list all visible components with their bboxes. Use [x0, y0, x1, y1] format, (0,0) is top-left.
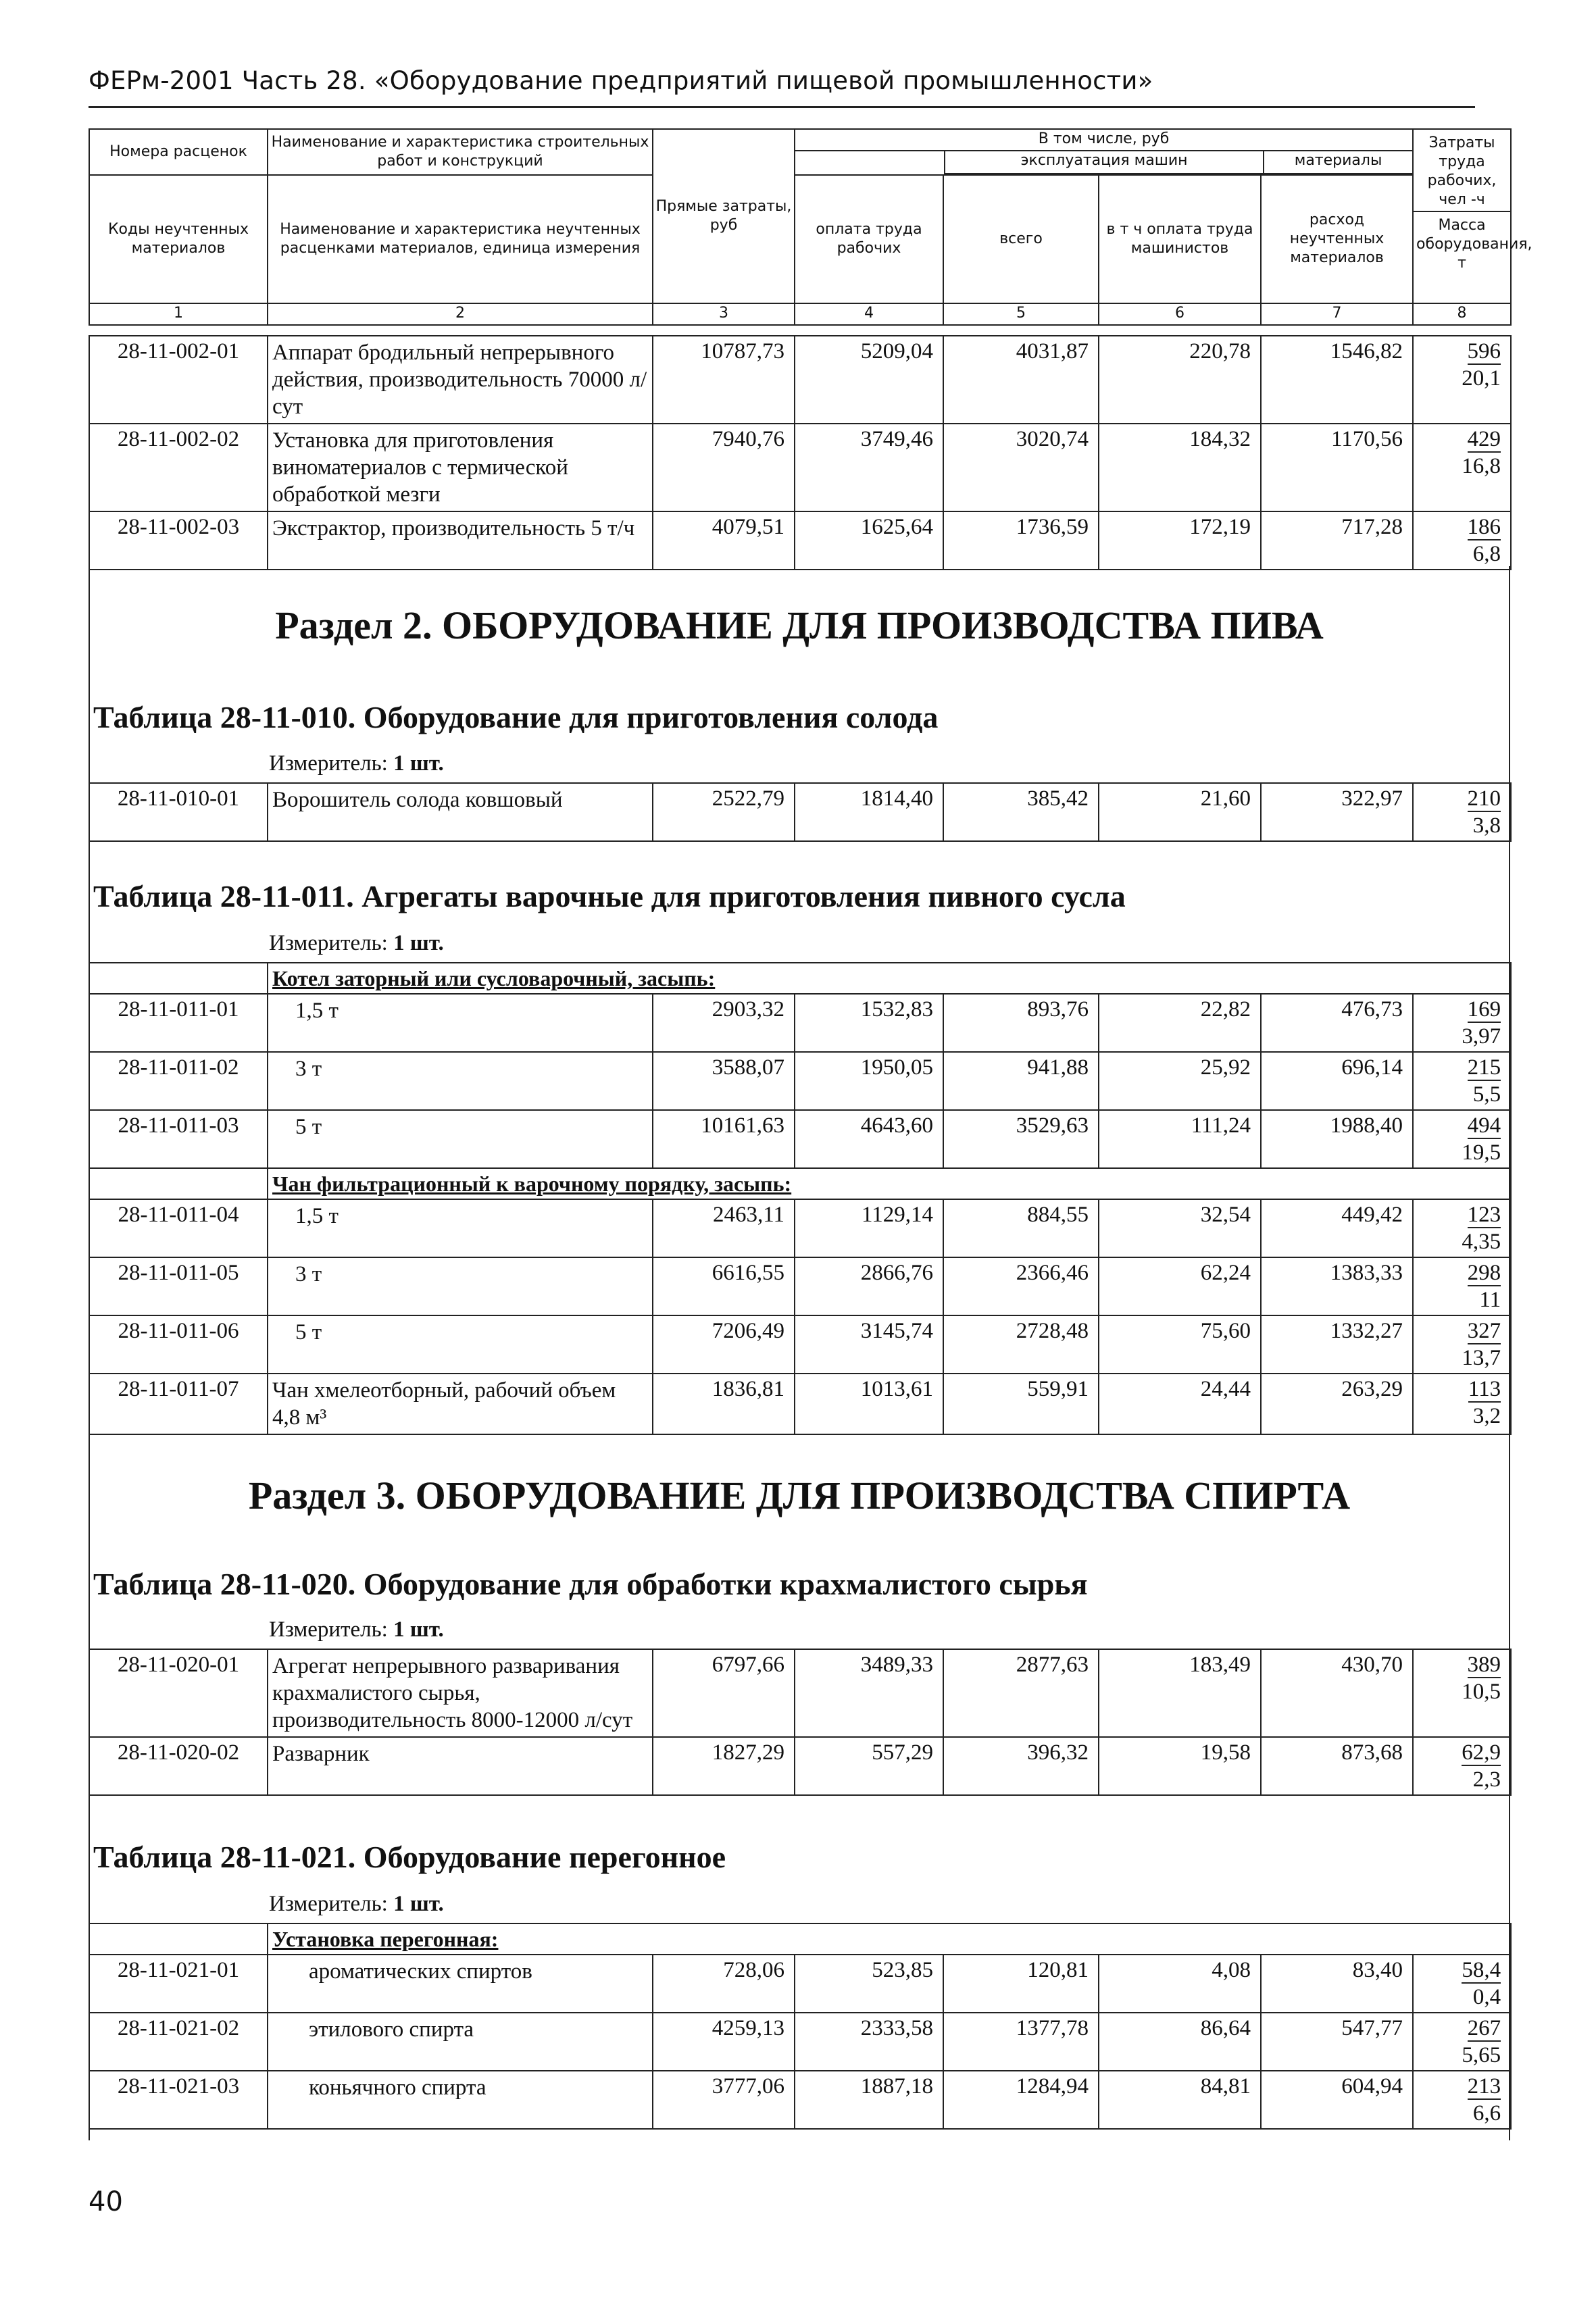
direct-costs: 10161,63	[653, 1110, 795, 1168]
mass-value: 5,5	[1472, 1082, 1501, 1107]
rate-code: 28-11-002-02	[89, 424, 268, 511]
machinist-wages: 184,32	[1099, 424, 1261, 511]
labor-mass	[1413, 1052, 1511, 1110]
direct-costs: 3588,07	[653, 1052, 795, 1110]
unit-label: Измеритель:	[269, 1617, 394, 1642]
table-002	[89, 335, 1510, 570]
labor-value: 62,9	[1462, 1740, 1501, 1765]
rate-name: 1,5 т	[268, 1199, 653, 1257]
table-row	[89, 2013, 1511, 2071]
rate-code: 28-11-002-01	[89, 336, 268, 424]
table-021-title: Таблица 28-11-021. Оборудование перегонное	[93, 1840, 726, 1874]
rate-name: ароматических спиртов	[268, 1955, 653, 2013]
materials: 604,94	[1261, 2071, 1413, 2129]
rate-code: 28-11-011-04	[89, 1199, 268, 1257]
mass-value: 10,5	[1462, 1680, 1501, 1704]
header-total: всего	[943, 175, 1099, 303]
machines-total: 385,42	[943, 783, 1099, 841]
rate-code: 28-11-020-02	[89, 1737, 268, 1795]
labor-mass	[1413, 511, 1511, 570]
machinist-wages: 183,49	[1099, 1649, 1261, 1737]
labor-value: 298	[1467, 1261, 1501, 1285]
column-header-table	[89, 128, 1532, 326]
col-number: 5	[943, 303, 1099, 325]
table-010-title: Таблица 28-11-010. Оборудование для приготовления солода	[93, 700, 939, 734]
machines-total: 559,91	[943, 1374, 1099, 1434]
group-label-text: Чан фильтрационный к варочному порядку, засыпь:	[272, 1172, 792, 1196]
labor-value: 267	[1467, 2016, 1501, 2040]
labor-mass	[1413, 1315, 1511, 1374]
rate-code: 28-11-021-02	[89, 2013, 268, 2071]
machines-total: 2728,48	[943, 1315, 1099, 1374]
labor-value: 327	[1467, 1319, 1501, 1343]
table-row	[89, 1110, 1511, 1168]
materials: 1988,40	[1261, 1110, 1413, 1168]
table-row	[89, 1649, 1511, 1737]
wages: 1532,83	[795, 994, 943, 1052]
labor-mass	[1413, 1257, 1511, 1315]
wages: 2333,58	[795, 2013, 943, 2071]
table-010	[89, 782, 1510, 842]
machines-total: 3020,74	[943, 424, 1099, 511]
mass-value: 11	[1479, 1288, 1501, 1312]
materials: 547,77	[1261, 2013, 1413, 2071]
table-row	[89, 1052, 1511, 1110]
direct-costs: 728,06	[653, 1955, 795, 2013]
labor-mass	[1413, 1737, 1511, 1795]
header-rate-number: Номера расценок	[89, 129, 268, 175]
rate-code: 28-11-011-05	[89, 1257, 268, 1315]
direct-costs: 6616,55	[653, 1257, 795, 1315]
labor-value: 213	[1467, 2074, 1501, 2098]
rate-name: Агрегат непрерывного разваривания крахмалистого сырья, производительность 8000-12000 л/сут	[268, 1649, 653, 1737]
rate-code: 28-11-020-01	[89, 1649, 268, 1737]
unit-line	[269, 751, 444, 776]
rate-code: 28-11-021-03	[89, 2071, 268, 2129]
labor-mass	[1413, 2071, 1511, 2129]
table-011	[89, 962, 1510, 1435]
header-labor-mass	[1413, 129, 1532, 303]
direct-costs: 1827,29	[653, 1737, 795, 1795]
wages: 3489,33	[795, 1649, 943, 1737]
labor-mass	[1413, 336, 1511, 424]
labor-mass	[1413, 994, 1511, 1052]
header-materials: материалы	[1264, 151, 1412, 174]
group-row	[89, 1168, 1511, 1199]
labor-value: 123	[1467, 1203, 1501, 1227]
table-011-title: Таблица 28-11-011. Агрегаты варочные для приготовления пивного сусла	[93, 879, 1126, 913]
labor-value: 210	[1467, 786, 1501, 811]
group-label	[268, 1923, 1511, 1955]
machinist-wages: 32,54	[1099, 1199, 1261, 1257]
labor-mass	[1413, 2013, 1511, 2071]
machinist-wages: 22,82	[1099, 994, 1261, 1052]
wages: 5209,04	[795, 336, 943, 424]
header-machine-operation: эксплуатация машин	[944, 151, 1264, 174]
wages: 1887,18	[795, 2071, 943, 2129]
rate-name: Аппарат бродильный непрерывного действия, производительность 70000 л/сут	[268, 336, 653, 424]
machines-total: 1284,94	[943, 2071, 1099, 2129]
machinist-wages: 172,19	[1099, 511, 1261, 570]
rate-name: Чан хмелеотборный, рабочий объем 4,8 м³	[268, 1374, 653, 1434]
wages: 1625,64	[795, 511, 943, 570]
labor-value: 113	[1468, 1377, 1501, 1401]
unit-line	[269, 1617, 444, 1642]
machines-total: 941,88	[943, 1052, 1099, 1110]
table-row	[89, 1199, 1511, 1257]
table-row	[89, 424, 1511, 511]
rate-name: 3 т	[268, 1257, 653, 1315]
direct-costs: 7206,49	[653, 1315, 795, 1374]
direct-costs: 2463,11	[653, 1199, 795, 1257]
labor-mass	[1413, 1374, 1511, 1434]
table-row	[89, 1374, 1511, 1434]
machinist-wages: 19,58	[1099, 1737, 1261, 1795]
labor-mass	[1413, 1199, 1511, 1257]
rate-name: 3 т	[268, 1052, 653, 1110]
machines-total: 884,55	[943, 1199, 1099, 1257]
rate-name: Разварник	[268, 1737, 653, 1795]
rate-name: Ворошитель солода ковшовый	[268, 783, 653, 841]
rate-name: 5 т	[268, 1315, 653, 1374]
header-rule	[89, 106, 1475, 108]
labor-value: 58,4	[1462, 1958, 1501, 1982]
labor-mass	[1413, 424, 1511, 511]
mass-value: 13,7	[1462, 1346, 1501, 1370]
labor-mass	[1413, 1649, 1511, 1737]
group-label	[268, 1168, 1511, 1199]
col-number: 1	[89, 303, 268, 325]
header-labor: Затраты труда рабочих, чел -ч	[1414, 130, 1510, 212]
machinist-wages: 25,92	[1099, 1052, 1261, 1110]
mass-value: 19,5	[1462, 1140, 1501, 1165]
rate-name: Установка для приготовления виноматериалов с термической обработкой мезги	[268, 424, 653, 511]
materials: 1170,56	[1261, 424, 1413, 511]
labor-mass	[1413, 783, 1511, 841]
group-row	[89, 1923, 1511, 1955]
machines-total: 2366,46	[943, 1257, 1099, 1315]
machines-total: 4031,87	[943, 336, 1099, 424]
header-mass: Масса оборудования, т	[1416, 217, 1532, 272]
header-direct-costs: Прямые затраты, руб	[653, 129, 795, 303]
col-number: 4	[795, 303, 943, 325]
wages: 1129,14	[795, 1199, 943, 1257]
materials: 1546,82	[1261, 336, 1413, 424]
header-material-consumption: расход неучтенных материалов	[1261, 175, 1413, 303]
materials: 449,42	[1261, 1199, 1413, 1257]
rate-name: 1,5 т	[268, 994, 653, 1052]
machines-total: 893,76	[943, 994, 1099, 1052]
rate-name: коньячного спирта	[268, 2071, 653, 2129]
unit-line	[269, 1892, 444, 1917]
machinist-wages: 62,24	[1099, 1257, 1261, 1315]
mass-value: 3,97	[1462, 1024, 1501, 1049]
mass-value: 16,8	[1462, 454, 1501, 478]
unit-value: 1 шт.	[393, 1617, 444, 1642]
machines-total: 1377,78	[943, 2013, 1099, 2071]
table-row	[89, 783, 1511, 841]
materials: 717,28	[1261, 511, 1413, 570]
col-number: 7	[1261, 303, 1413, 325]
mass-value: 3,8	[1472, 813, 1501, 838]
labor-mass	[1413, 1955, 1511, 2013]
machinist-wages: 24,44	[1099, 1374, 1261, 1434]
table-020-title: Таблица 28-11-020. Оборудование для обработки крахмалистого сырья	[93, 1567, 1088, 1601]
rate-code: 28-11-021-01	[89, 1955, 268, 2013]
table-row	[89, 1315, 1511, 1374]
table-row	[89, 1737, 1511, 1795]
rate-code: 28-11-011-07	[89, 1374, 268, 1434]
table-020	[89, 1649, 1510, 1796]
rate-code: 28-11-011-06	[89, 1315, 268, 1374]
direct-costs: 10787,73	[653, 336, 795, 424]
unit-label: Измеритель:	[269, 931, 394, 955]
wages: 1950,05	[795, 1052, 943, 1110]
materials: 430,70	[1261, 1649, 1413, 1737]
machines-total: 2877,63	[943, 1649, 1099, 1737]
page-number: 40	[89, 2186, 123, 2217]
unit-line	[269, 931, 444, 956]
mass-value: 20,1	[1462, 366, 1501, 391]
header-name-bottom: Наименование и характеристика неучтенных расценками материалов, единица измерения	[268, 175, 653, 303]
labor-value: 169	[1467, 997, 1501, 1022]
labor-value: 215	[1467, 1055, 1501, 1080]
wages: 523,85	[795, 1955, 943, 2013]
running-header: ФЕРм-2001 Часть 28. «Оборудование предприятий пищевой промышленности»	[89, 66, 1153, 95]
wages: 1013,61	[795, 1374, 943, 1434]
table-row	[89, 2071, 1511, 2129]
wages: 557,29	[795, 1737, 943, 1795]
direct-costs: 6797,66	[653, 1649, 795, 1737]
labor-value: 596	[1467, 339, 1501, 363]
rate-code: 28-11-002-03	[89, 511, 268, 570]
labor-value: 494	[1467, 1113, 1501, 1138]
materials: 873,68	[1261, 1737, 1413, 1795]
group-label	[268, 963, 1511, 994]
machinist-wages: 21,60	[1099, 783, 1261, 841]
unit-value: 1 шт.	[393, 751, 444, 776]
mass-value: 5,65	[1462, 2043, 1501, 2067]
materials: 322,97	[1261, 783, 1413, 841]
rate-code: 28-11-010-01	[89, 783, 268, 841]
machines-total: 396,32	[943, 1737, 1099, 1795]
table-row	[89, 1257, 1511, 1315]
table-row	[89, 1955, 1511, 2013]
col-number: 3	[653, 303, 795, 325]
header-machinist-wages: в т ч оплата труда машинистов	[1099, 175, 1261, 303]
mass-value: 3,2	[1472, 1404, 1501, 1428]
machinist-wages: 4,08	[1099, 1955, 1261, 2013]
machinist-wages: 75,60	[1099, 1315, 1261, 1374]
mass-value: 0,4	[1472, 1985, 1501, 2009]
direct-costs: 1836,81	[653, 1374, 795, 1434]
unit-value: 1 шт.	[393, 1892, 444, 1916]
mass-value: 6,8	[1472, 542, 1501, 566]
table-row	[89, 994, 1511, 1052]
header-including-group	[795, 129, 1413, 175]
materials: 83,40	[1261, 1955, 1413, 2013]
rate-code: 28-11-011-02	[89, 1052, 268, 1110]
direct-costs: 2522,79	[653, 783, 795, 841]
mass-value: 4,35	[1462, 1230, 1501, 1254]
rate-name: 5 т	[268, 1110, 653, 1168]
machinist-wages: 84,81	[1099, 2071, 1261, 2129]
header-name-top: Наименование и характеристика строительных работ и конструкций	[268, 129, 653, 175]
wages: 2866,76	[795, 1257, 943, 1315]
machinist-wages: 86,64	[1099, 2013, 1261, 2071]
wages: 1814,40	[795, 783, 943, 841]
wages: 3749,46	[795, 424, 943, 511]
direct-costs: 4259,13	[653, 2013, 795, 2071]
group-label-text: Установка перегонная:	[272, 1927, 499, 1951]
section-3-title: Раздел 3. ОБОРУДОВАНИЕ ДЛЯ ПРОИЗВОДСТВА СПИРТА	[248, 1474, 1351, 1517]
unit-label: Измеритель:	[269, 751, 394, 776]
materials: 263,29	[1261, 1374, 1413, 1434]
materials: 476,73	[1261, 994, 1413, 1052]
materials: 696,14	[1261, 1052, 1413, 1110]
header-wages: оплата труда рабочих	[795, 175, 943, 303]
direct-costs: 2903,32	[653, 994, 795, 1052]
col-number: 2	[268, 303, 653, 325]
machinist-wages: 111,24	[1099, 1110, 1261, 1168]
wages: 4643,60	[795, 1110, 943, 1168]
direct-costs: 3777,06	[653, 2071, 795, 2129]
unit-label: Измеритель:	[269, 1892, 394, 1916]
direct-costs: 4079,51	[653, 511, 795, 570]
materials: 1383,33	[1261, 1257, 1413, 1315]
rate-code: 28-11-011-01	[89, 994, 268, 1052]
header-including: В том числе, руб	[795, 130, 1412, 151]
wages: 3145,74	[795, 1315, 943, 1374]
rate-code: 28-11-011-03	[89, 1110, 268, 1168]
group-row	[89, 963, 1511, 994]
mass-value: 6,6	[1472, 2101, 1501, 2126]
labor-mass	[1413, 1110, 1511, 1168]
group-label-text: Котел заторный или сусловарочный, засыпь:	[272, 966, 716, 990]
section-2-title: Раздел 2. ОБОРУДОВАНИЕ ДЛЯ ПРОИЗВОДСТВА ПИВА	[275, 603, 1324, 647]
labor-value: 389	[1467, 1653, 1501, 1677]
machines-total: 120,81	[943, 1955, 1099, 2013]
table-021	[89, 1923, 1510, 2130]
labor-value: 429	[1467, 427, 1501, 451]
table-row	[89, 511, 1511, 570]
materials: 1332,27	[1261, 1315, 1413, 1374]
header-codes: Коды неучтенных материалов	[89, 175, 268, 303]
rate-name: этилового спирта	[268, 2013, 653, 2071]
rate-name: Экстрактор, производительность 5 т/ч	[268, 511, 653, 570]
col-number: 6	[1099, 303, 1261, 325]
labor-value: 186	[1467, 515, 1501, 539]
table-row	[89, 336, 1511, 424]
machinist-wages: 220,78	[1099, 336, 1261, 424]
unit-value: 1 шт.	[393, 931, 444, 955]
machines-total: 3529,63	[943, 1110, 1099, 1168]
col-number: 8	[1413, 303, 1511, 325]
machines-total: 1736,59	[943, 511, 1099, 570]
direct-costs: 7940,76	[653, 424, 795, 511]
mass-value: 2,3	[1472, 1767, 1501, 1792]
